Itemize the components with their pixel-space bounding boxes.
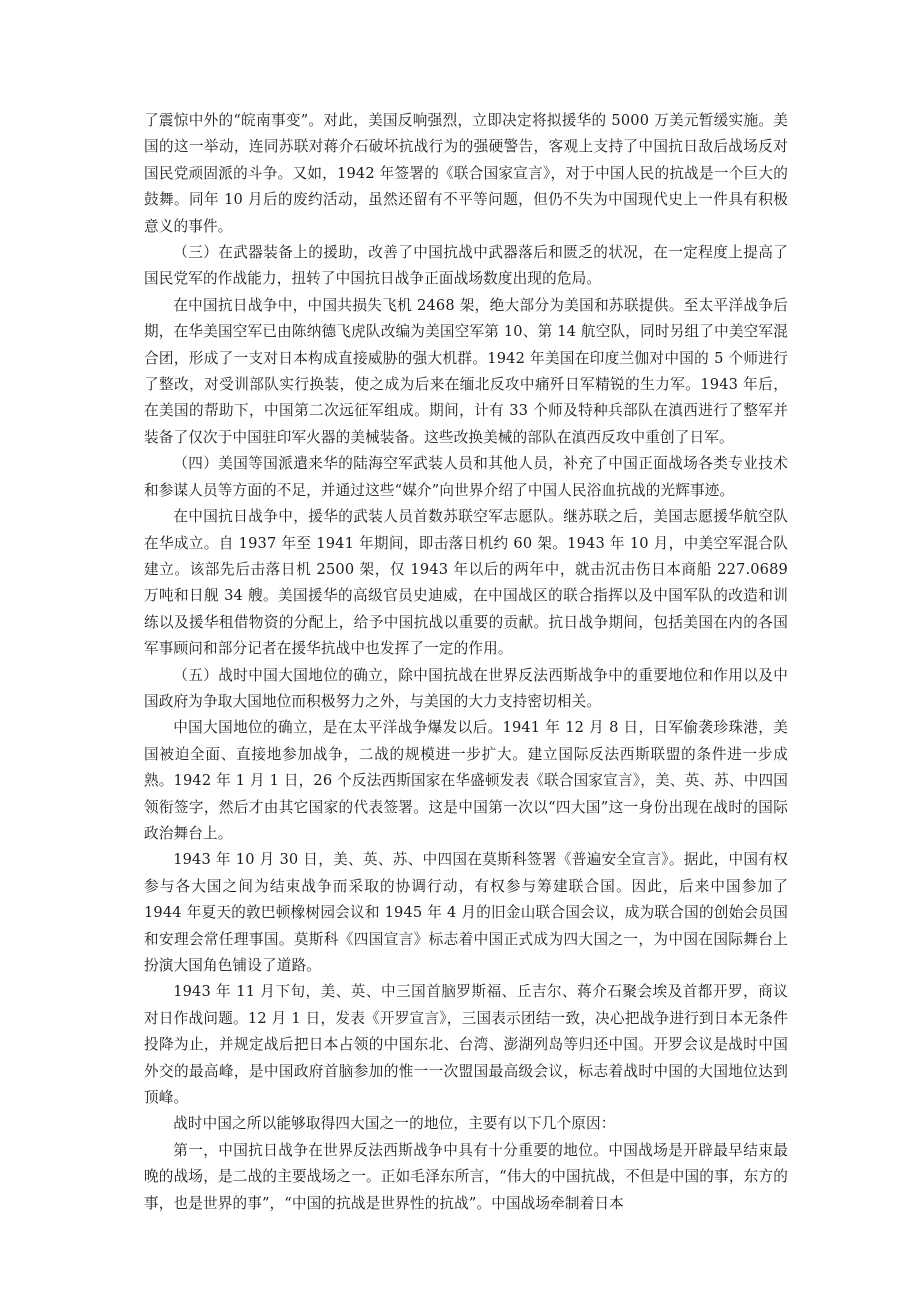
- paragraph-11: 第一，中国抗日战争在世界反法西斯战争中具有十分重要的地位。中国战场是开辟最早结束最晚的战场，是二战的主要战场之一。正如毛泽东所言，“伟大的中国抗战，不但是中国的事，东方的事，也是世界的事”，“中国的抗战是世界性的抗战”。中国战场牵制着日本: [144, 1141, 788, 1212]
- paragraph-8: 1943 年 10 月 30 日，美、英、苏、中四国在莫斯科签署《普遍安全宣言》。据此，中国有权参与各大国之间为结束战争而采取的协调行动，有权参与筹建联合国。因此，后来中国参加了 1944 年夏天的敦巴顿橡树园会议和 1945 年 4 月的旧金山联合国会议，成为联合国的创始会员国和安理会常任理事国。莫斯科《四国宣言》标志着中国正式成为四大国之一，为中国在国际舞台上扮演大国角色铺设了道路。: [144, 851, 788, 974]
- paragraph-2: （三）在武器装备上的援助，改善了中国抗战中武器落后和匮乏的状况，在一定程度上提高了国民党军的作战能力，扭转了中国抗日战争正面战场数度出现的危局。: [144, 244, 788, 288]
- document-body: [144, 108, 788, 1217]
- paragraph-10: 战时中国之所以能够取得四大国之一的地位，主要有以下几个原因：: [173, 1115, 616, 1133]
- paragraph-3: 在中国抗日战争中，中国共损失飞机 2468 架，绝大部分为美国和苏联提供。至太平洋战争后期，在华美国空军已由陈纳德飞虎队改编为美国空军第 10、第 14 航空队，同时另组了中美空军混合团，形成了一支对日本构成直接威胁的强大机群。1942 年美国在印度兰伽对中国的 5 个师进行了整改，对受训部队实行换装，使之成为后来在缅北反攻中痛歼日军精锐的生力军。1943 年后，在美国的帮助下，中国第二次远征军组成。期间，计有 33 个师及特种兵部队在滇西进行了整军并装备了仅次于中国驻印军火器的美械装备。这些改换美械的部队在滇西反攻中重创了日军。: [144, 296, 788, 446]
- paragraph-9: 1943 年 11 月下旬，美、英、中三国首脑罗斯福、丘吉尔、蒋介石聚会埃及首都开罗，商议对日作战问题。12 月 1 日，发表《开罗宣言》，三国表示团结一致，决心把战争进行到日本无条件投降为止，并规定战后把日本占领的中国东北、台湾、澎湖列岛等归还中国。开罗会议是战时中国外交的最高峰，是中国政府首脑参加的惟一一次盟国最高级会议，标志着战时中国的大国地位达到顶峰。: [144, 983, 788, 1107]
- paragraph-1: 了震惊中外的“皖南事变”。对此，美国反响强烈，立即决定将拟援华的 5000 万美元暂缓实施。美国的这一举动，连同苏联对蒋介石破坏抗战行为的强硬警告，客观上支持了中国抗日敌后战场反对国民党顽固派的斗争。又如，1942 年签署的《联合国家宣言》，对于中国人民的抗战是一个巨大的鼓舞。同年 10 月后的废约活动，虽然还留有不平等问题，但仍不失为中国现代史上一件具有积极意义的事件。: [144, 112, 788, 235]
- paragraph-4: （四）美国等国派遣来华的陆海空军武装人员和其他人员，补充了中国正面战场各类专业技术和参谋人员等方面的不足，并通过这些“媒介”向世界介绍了中国人民浴血抗战的光辉事迹。: [144, 455, 788, 499]
- paragraph-7: 中国大国地位的确立，是在太平洋战争爆发以后。1941 年 12 月 8 日，日军偷袭珍珠港，美国被迫全面、直接地参加战争，二战的规模进一步扩大。建立国际反法西斯联盟的条件进一步成熟。1942 年 1 月 1 日，26 个反法西斯国家在华盛顿发表《联合国家宣言》，美、英、苏、中四国领衔签字，然后才由其它国家的代表签署。这是中国第一次以“四大国”这一身份出现在战时的国际政治舞台上。: [144, 719, 788, 842]
- paragraph-6: （五）战时中国大国地位的确立，除中国抗战在世界反法西斯战争中的重要地位和作用以及中国政府为争取大国地位而积极努力之外，与美国的大力支持密切相关。: [144, 666, 788, 710]
- paragraph-5: 在中国抗日战争中，援华的武装人员首数苏联空军志愿队。继苏联之后，美国志愿援华航空队在华成立。自 1937 年至 1941 年期间，即击落日机约 60 架。1943 年 10 月，中美空军混合队建立。该部先后击落日机 2500 架，仅 1943 年以后的两年中，就击沉击伤日本商船 227.0689 万吨和日舰 34 艘。美国援华的高级官员史迪威，在中国战区的联合指挥以及中国军队的改造和训练以及援华租借物资的分配上，给予中国抗战以重要的贡献。抗日战争期间，包括美国在内的各国军事顾问和部分记者在援华抗战中也发挥了一定的作用。: [144, 508, 788, 658]
